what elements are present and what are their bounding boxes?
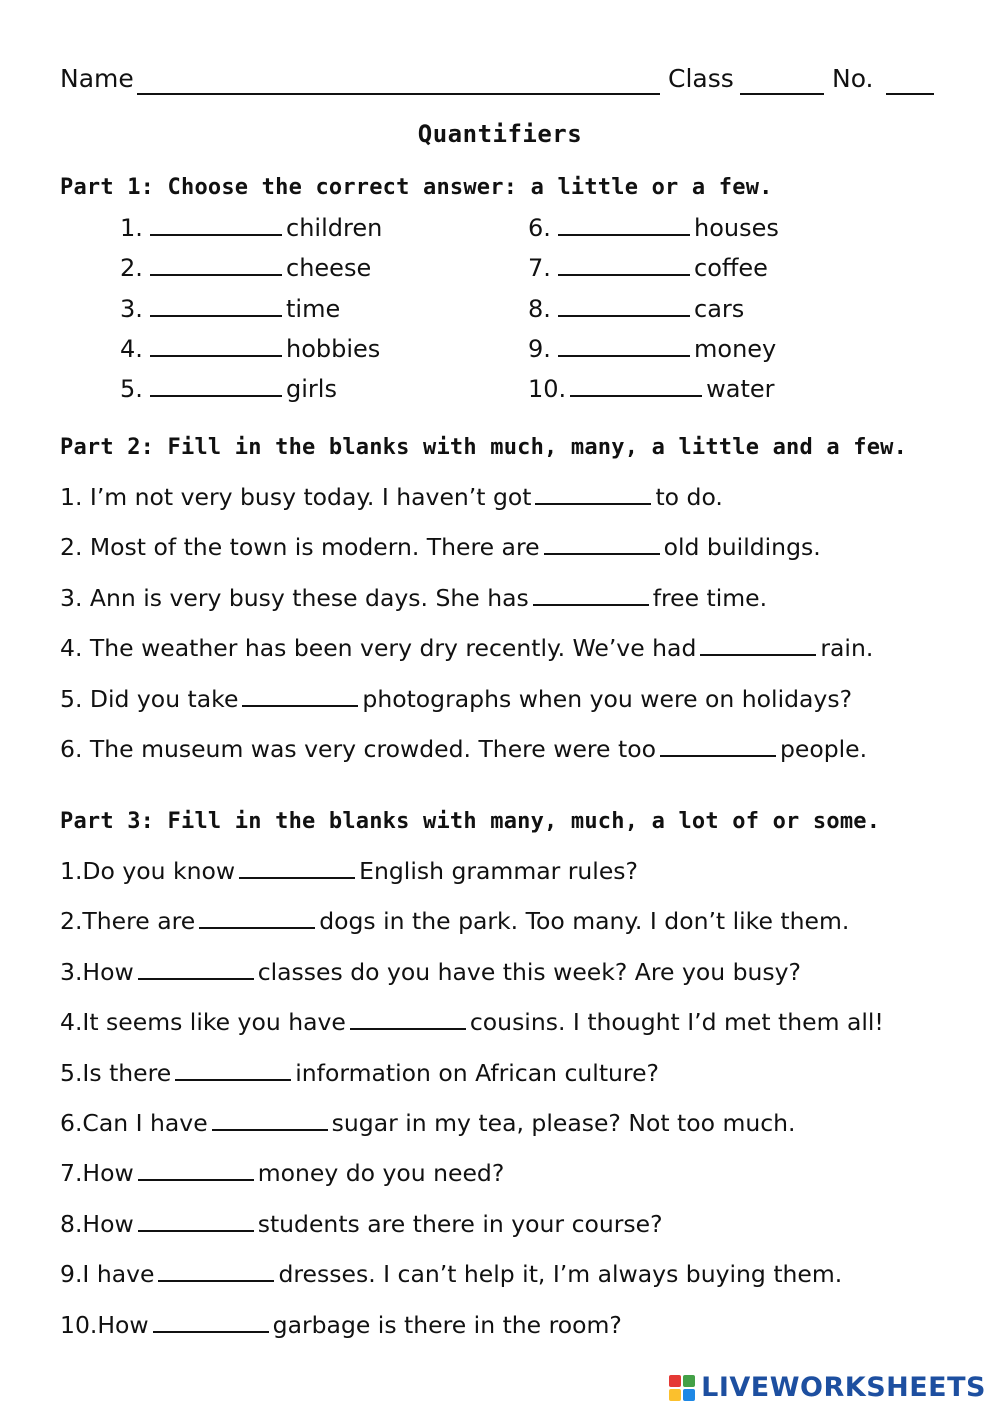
sentence-end: free time. — [652, 583, 768, 612]
answer-blank[interactable] — [175, 1059, 291, 1081]
list-item — [528, 335, 776, 363]
sentence-start: 8.How — [60, 1209, 134, 1238]
sentence-item — [60, 958, 801, 986]
sentence-end: money do you need? — [257, 1159, 505, 1188]
sentence-end: people. — [779, 735, 868, 763]
part3-heading: Part 3: Fill in the blanks with many, much, a lot of or some. — [60, 809, 881, 834]
answer-blank[interactable] — [535, 483, 651, 505]
item-number: 4. — [120, 334, 143, 363]
sentence-end: garbage is there in the room? — [272, 1310, 622, 1339]
item-word: girls — [286, 375, 337, 404]
sentence-item — [60, 1311, 622, 1339]
sentence-end: English grammar rules? — [359, 857, 639, 885]
answer-blank[interactable] — [158, 1260, 274, 1282]
sentence-item — [60, 735, 867, 763]
number-label: No. — [832, 64, 874, 93]
sentence-start: 4.It seems like you have — [60, 1008, 346, 1037]
sentence-end: to do. — [655, 483, 723, 511]
sentence-start: 3. Ann is very busy these days. She has — [60, 583, 529, 612]
sentence-item — [60, 483, 723, 511]
sentence-start: 2. Most of the town is modern. There are — [60, 533, 540, 562]
sentence-item — [60, 857, 638, 885]
class-label: Class — [668, 64, 734, 93]
answer-blank[interactable] — [150, 214, 282, 236]
list-item — [528, 254, 768, 282]
sentence-end: dresses. I can’t help it, I’m always buying them. — [278, 1260, 843, 1289]
sentence-item — [60, 1260, 842, 1288]
answer-blank[interactable] — [350, 1008, 466, 1030]
item-number: 2. — [120, 254, 143, 283]
answer-blank[interactable] — [212, 1109, 328, 1131]
name-field[interactable] — [137, 93, 660, 95]
class-field[interactable] — [740, 93, 824, 95]
answer-blank[interactable] — [239, 857, 355, 879]
item-word: time — [286, 294, 341, 323]
item-word: hobbies — [286, 334, 381, 363]
sentence-item — [60, 685, 852, 713]
answer-blank[interactable] — [558, 214, 690, 236]
sentence-item — [60, 584, 767, 612]
sentence-item — [60, 1059, 659, 1087]
sentence-end: rain. — [820, 634, 874, 663]
list-item — [528, 375, 775, 403]
item-number: 10. — [528, 375, 567, 404]
answer-blank[interactable] — [533, 584, 649, 606]
answer-blank[interactable] — [570, 375, 702, 397]
answer-blank[interactable] — [153, 1311, 269, 1333]
list-item — [528, 295, 744, 323]
answer-blank[interactable] — [150, 254, 282, 276]
list-item — [120, 375, 337, 403]
sentence-start: 5.Is there — [60, 1058, 172, 1087]
name-label: Name — [60, 64, 134, 93]
sentence-end: old buildings. — [663, 533, 821, 562]
list-item — [120, 335, 380, 363]
sentence-item — [60, 1210, 663, 1238]
page-title: Quantifiers — [417, 120, 583, 148]
answer-blank[interactable] — [138, 1159, 254, 1181]
item-number: 7. — [528, 254, 551, 283]
sentence-start: 6. The museum was very crowded. There were too — [60, 735, 656, 763]
item-word: cheese — [286, 254, 372, 283]
item-word: water — [706, 375, 775, 404]
answer-blank[interactable] — [150, 375, 282, 397]
answer-blank[interactable] — [138, 958, 254, 980]
liveworksheets-logo — [669, 1372, 986, 1403]
sentence-start: 9.I have — [60, 1260, 155, 1289]
sentence-start: 1.Do you know — [60, 857, 236, 885]
sentence-start: 1. I’m not very busy today. I haven’t got — [60, 483, 532, 511]
sentence-item — [60, 533, 821, 561]
item-number: 3. — [120, 294, 143, 323]
item-number: 8. — [528, 294, 551, 323]
answer-blank[interactable] — [558, 295, 690, 317]
item-word: houses — [694, 214, 779, 242]
sentence-end: information on African culture? — [295, 1058, 660, 1087]
sentence-end: students are there in your course? — [257, 1209, 663, 1238]
sentence-item — [60, 634, 873, 662]
item-number: 5. — [120, 375, 143, 404]
answer-blank[interactable] — [558, 254, 690, 276]
list-item — [120, 214, 382, 242]
sentence-item — [60, 907, 849, 935]
answer-blank[interactable] — [558, 335, 690, 357]
answer-blank[interactable] — [242, 685, 358, 707]
sentence-end: dogs in the park. Too many. I don’t like them. — [319, 907, 850, 936]
sentence-end: photographs when you were on holidays? — [362, 684, 853, 713]
sentence-end: cousins. I thought I’d met them all! — [469, 1008, 884, 1037]
answer-blank[interactable] — [700, 634, 816, 656]
item-word: children — [286, 214, 383, 242]
sentence-start: 7.How — [60, 1159, 134, 1188]
sentence-start: 2.There are — [60, 907, 196, 936]
answer-blank[interactable] — [150, 335, 282, 357]
item-word: cars — [694, 294, 745, 323]
part2-heading: Part 2: Fill in the blanks with much, many, a little and a few. — [60, 435, 908, 460]
sentence-item — [60, 1109, 796, 1137]
sentence-end: classes do you have this week? Are you busy? — [257, 957, 802, 986]
sentence-start: 3.How — [60, 957, 134, 986]
list-item — [528, 214, 779, 242]
list-item — [120, 254, 371, 282]
list-item — [120, 295, 340, 323]
sentence-start: 10.How — [60, 1310, 149, 1339]
answer-blank[interactable] — [544, 533, 660, 555]
answer-blank[interactable] — [150, 295, 282, 317]
answer-blank[interactable] — [199, 907, 315, 929]
logo-mark-icon — [669, 1375, 695, 1401]
sentence-end: sugar in my tea, please? Not too much. — [331, 1109, 796, 1137]
number-field[interactable] — [886, 93, 934, 95]
sentence-item — [60, 1159, 504, 1187]
item-number: 6. — [528, 214, 551, 242]
part1-heading: Part 1: Choose the correct answer: a little or a few. — [60, 175, 773, 200]
item-number: 9. — [528, 334, 551, 363]
logo-text: LIVEWORKSHEETS — [701, 1372, 986, 1403]
item-word: coffee — [694, 254, 768, 283]
sentence-item — [60, 1008, 884, 1036]
sentence-start: 5. Did you take — [60, 684, 239, 713]
sentence-start: 6.Can I have — [60, 1109, 208, 1137]
item-number: 1. — [120, 214, 143, 242]
answer-blank[interactable] — [138, 1210, 254, 1232]
item-word: money — [694, 334, 777, 363]
answer-blank[interactable] — [660, 735, 776, 757]
sentence-start: 4. The weather has been very dry recently. We’ve had — [60, 634, 697, 663]
